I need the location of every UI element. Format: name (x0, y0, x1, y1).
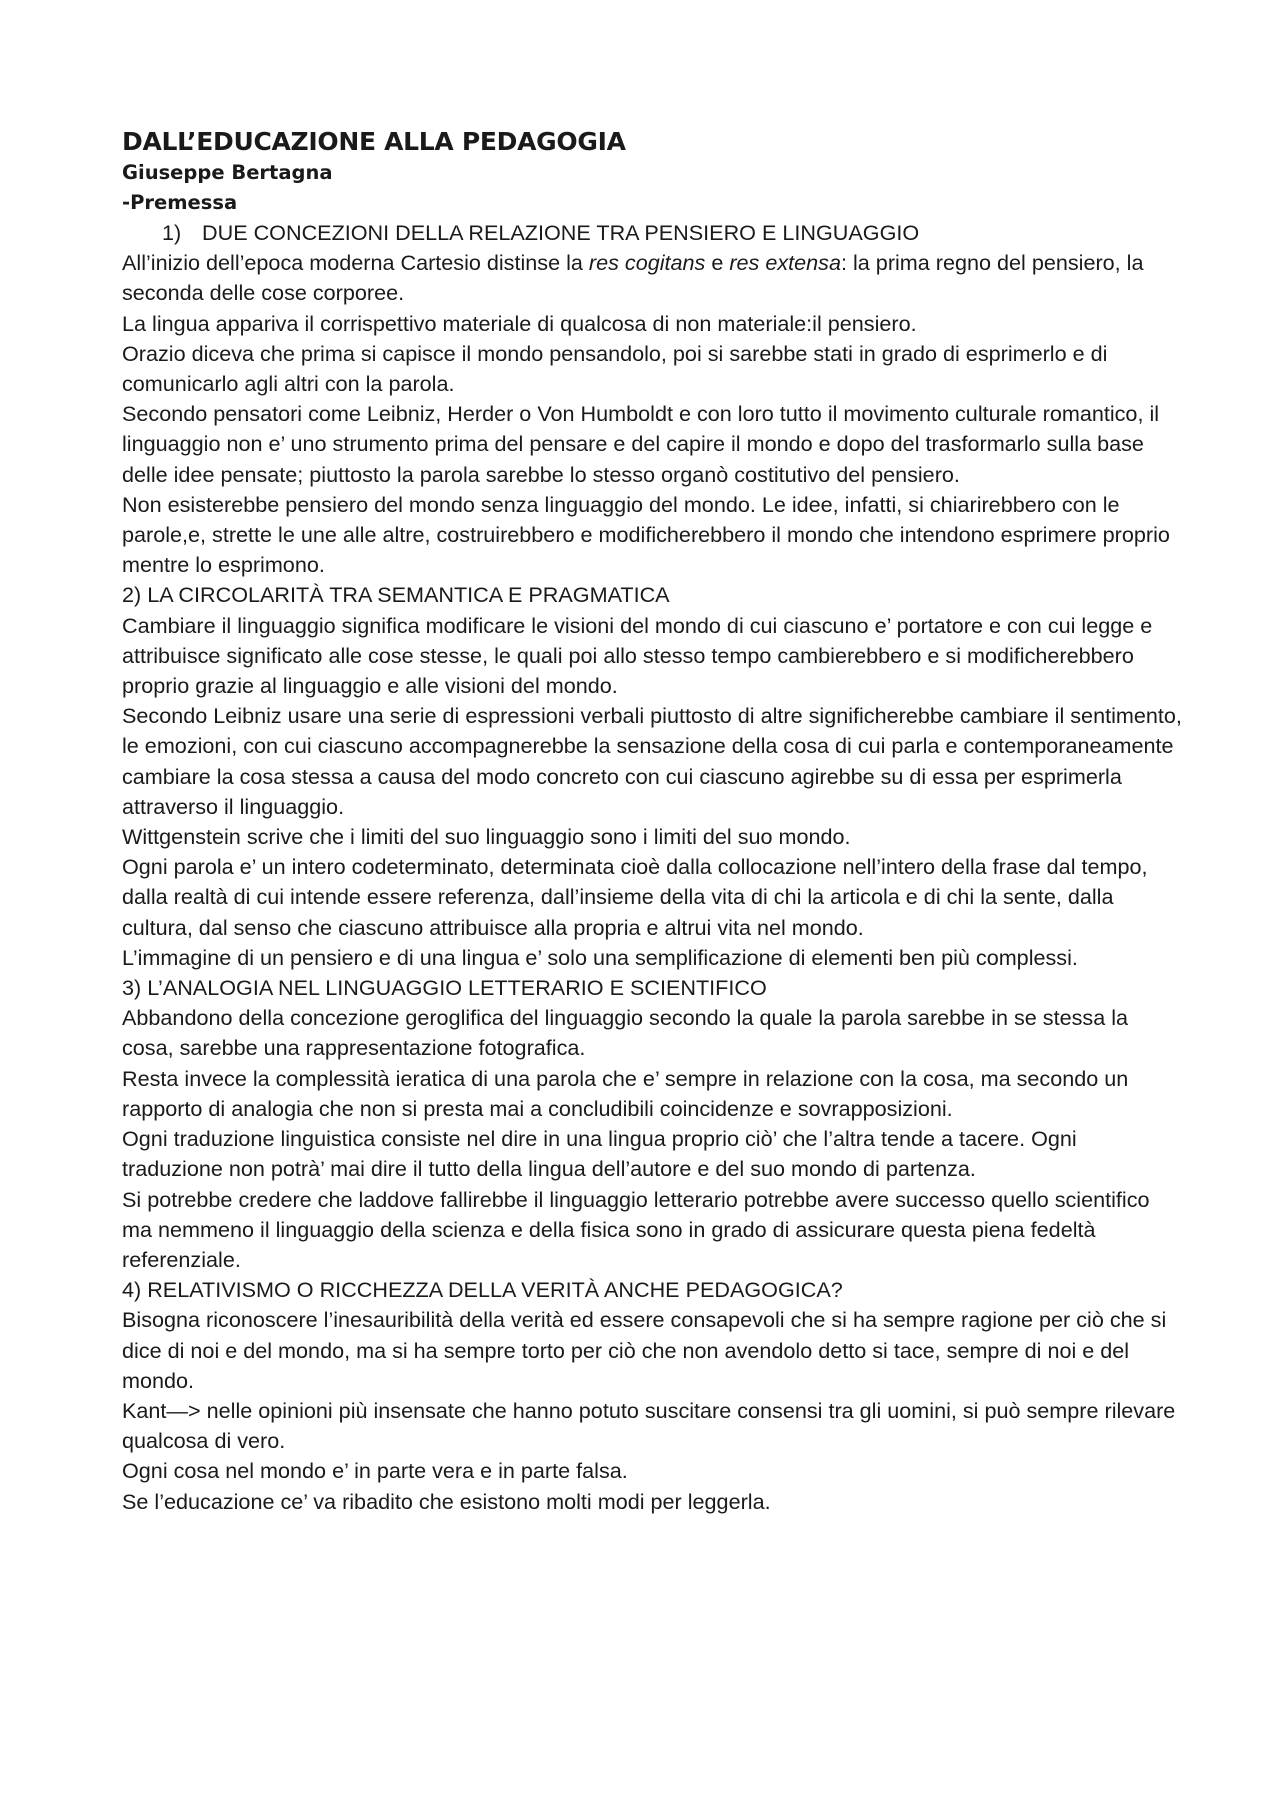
section-4-heading: 4) RELATIVISMO O RICCHEZZA DELLA VERITÀ ANCHE PEDAGOGICA? (122, 1277, 843, 1303)
text-run: : la prima regno del pensiero, la seconda delle cose corporee. (122, 250, 1144, 306)
section-2-paragraph-5: L’immagine di un pensiero e di una lingua e’ solo una semplificazione di elementi ben più complessi. (122, 944, 1078, 970)
section-1-heading-text: DUE CONCEZIONI DELLA RELAZIONE TRA PENSIERO E LINGUAGGIO (202, 220, 920, 245)
section-4-paragraph-2: Kant—> nelle opinioni più insensate che hanno potuto suscitare consensi tra gli uomini, si può sempre rilevare qualcosa di vero. (122, 1397, 1176, 1454)
section-3-paragraph-4: Si potrebbe credere che laddove fallirebbe il linguaggio letterario potrebbe avere successo quello scientifico ma nemmeno il linguaggio della scienza e della fisica sono in grado di assicurare questa piena fedeltà referenziale. (122, 1186, 1150, 1272)
section-3-heading: 3) L’ANALOGIA NEL LINGUAGGIO LETTERARIO E SCIENTIFICO (122, 975, 767, 1001)
document-page (122, 126, 1182, 1517)
section-3-paragraph-2: Resta invece la complessità ieratica di una parola che e’ sempre in relazione con la cosa, ma secondo un rapporto di analogia che non si presta mai a concludibili coincidenze e sovrapposizioni. (122, 1065, 1129, 1121)
italic-term: res extensa (729, 250, 841, 276)
section-2-paragraph-2: Secondo Leibniz usare una serie di espressioni verbali piuttosto di altre significherebbe cambiare il sentimento, le emozioni, con cui ciascuno accompagnerebbe la sensazione della cosa di cui parla e contemporaneamente cambiare la cosa stessa a causa del modo concreto con cui ciascuno agirebbe su di essa per esprimerla attraverso il linguaggio. (122, 703, 1182, 819)
section-1-number: 1) (162, 220, 182, 245)
document-title: DALL’EDUCAZIONE ALLA PEDAGOGIA (122, 127, 626, 156)
section-2-heading: 2) LA CIRCOLARITÀ TRA SEMANTICA E PRAGMATICA (122, 582, 670, 608)
text-run: e (705, 250, 730, 276)
section-3-paragraph-1: Abbandono della concezione geroglifica del linguaggio secondo la quale la parola sarebbe in se stessa la cosa, sarebbe una rappresentazione fotografica. (122, 1005, 1129, 1061)
section-1-paragraph-1 (122, 248, 1182, 308)
section-1-paragraph-5: Non esisterebbe pensiero del mondo senza linguaggio del mondo. Le idee, infatti, si chiarirebbero con le parole,e, strette le une alle altre, costruirebbero e modificherebbero il mondo che intendono esprimere proprio mentre lo esprimono. (122, 491, 1170, 578)
section-1-heading (122, 218, 1182, 248)
section-3-paragraph-3: Ogni traduzione linguistica consiste nel dire in una lingua proprio ciò’ che l’altra tende a tacere. Ogni traduzione non potrà’ mai dire il tutto della lingua dell’autore e del suo mondo di partenza. (122, 1126, 1077, 1182)
section-1-paragraph-4: Secondo pensatori come Leibniz, Herder o Von Humboldt e con loro tutto il movimento culturale romantico, il linguaggio non e’ uno strumento prima del pensare e del capire il mondo e dopo del trasformarlo sulla base delle idee pensate; piuttosto la parola sarebbe lo stesso organò costitutivo del pensiero. (122, 401, 1160, 487)
section-4-paragraph-4: Se l’educazione ce’ va ribadito che esistono molti modi per leggerla. (122, 1488, 771, 1514)
section-4-paragraph-1: Bisogna riconoscere l’inesauribilità della verità ed essere consapevoli che si ha sempre ragione per ciò che si dice di noi e del mondo, ma si ha sempre torto per ciò che non avendolo detto si tace, sempre di noi e del mondo. (122, 1307, 1167, 1393)
section-2-paragraph-4: Ogni parola e’ un intero codeterminato, determinata cioè dalla collocazione nell’intero della frase dal tempo, dalla realtà di cui intende essere referenza, dall’insieme della vita di chi la articola e di chi la sente, dalla cultura, dal senso che ciascuno attribuisce alla propria e altrui vita nel mondo. (122, 854, 1148, 940)
italic-term: res cogitans (588, 250, 706, 276)
premessa-label: -Premessa (122, 191, 238, 214)
section-1-paragraph-3: Orazio diceva che prima si capisce il mondo pensandolo, poi si sarebbe stati in grado di esprimerlo e di comunicarlo agli altri con la parola. (122, 340, 1108, 397)
section-2-paragraph-3: Wittgenstein scrive che i limiti del suo linguaggio sono i limiti del suo mondo. (122, 824, 851, 850)
section-4-paragraph-3: Ogni cosa nel mondo e’ in parte vera e in parte falsa. (122, 1458, 628, 1484)
author-name: Giuseppe Bertagna (122, 161, 333, 184)
text-run: All’inizio dell’epoca moderna Cartesio distinse la (122, 250, 589, 276)
section-2-paragraph-1: Cambiare il linguaggio significa modificare le visioni del mondo di cui ciascuno e’ portatore e con cui legge e attribuisce significato alle cose stesse, le quali poi allo stesso tempo cambierebbero e si modificherebbero proprio grazie al linguaggio e alle visioni del mondo. (122, 612, 1153, 699)
section-1-paragraph-2: La lingua appariva il corrispettivo materiale di qualcosa di non materiale:il pensiero. (122, 310, 917, 336)
